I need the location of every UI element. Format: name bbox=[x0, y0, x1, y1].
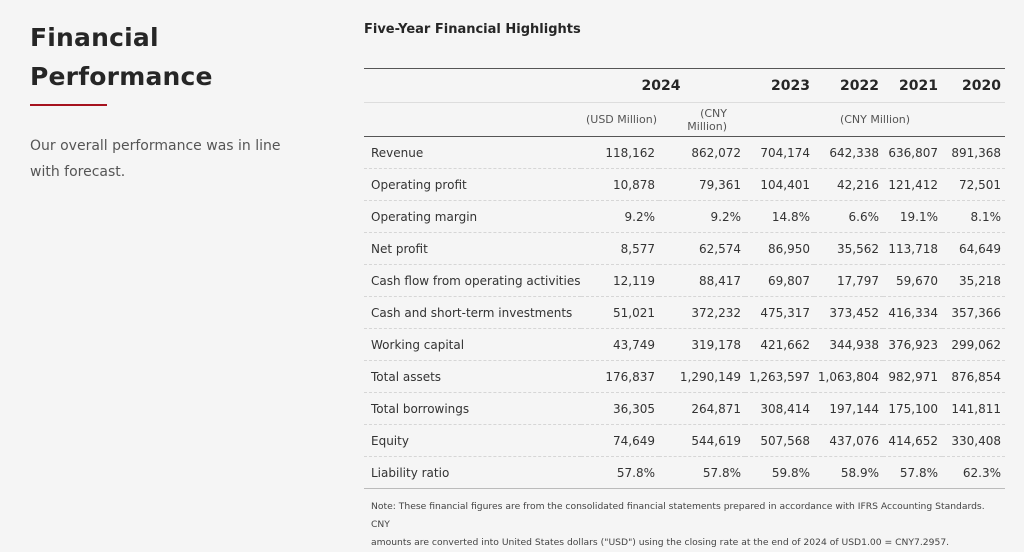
table-cell: 12,119 bbox=[581, 265, 659, 297]
unit-header-cny-2024: (CNY Million) bbox=[659, 103, 745, 137]
table-cell: 36,305 bbox=[581, 393, 659, 425]
table-cell: 17,797 bbox=[814, 265, 883, 297]
row-label: Working capital bbox=[364, 329, 581, 361]
table-cell: 175,100 bbox=[883, 393, 942, 425]
table-cell: 58.9% bbox=[814, 457, 883, 489]
row-label: Revenue bbox=[364, 137, 581, 169]
table-cell: 299,062 bbox=[942, 329, 1005, 361]
row-label: Equity bbox=[364, 425, 581, 457]
table-row bbox=[364, 297, 1005, 329]
table-cell: 9.2% bbox=[581, 201, 659, 233]
table-cell: 308,414 bbox=[745, 393, 814, 425]
table-cell: 507,568 bbox=[745, 425, 814, 457]
table-cell: 43,749 bbox=[581, 329, 659, 361]
table-row bbox=[364, 233, 1005, 265]
page-title-line-2: Performance bbox=[30, 62, 213, 91]
financial-highlights-table bbox=[364, 68, 1005, 489]
table-row bbox=[364, 457, 1005, 489]
table-cell: 113,718 bbox=[883, 233, 942, 265]
row-label: Net profit bbox=[364, 233, 581, 265]
unit-header-cny-prior: (CNY Million) bbox=[745, 103, 1005, 137]
table-cell: 1,063,804 bbox=[814, 361, 883, 393]
table-cell: 372,232 bbox=[659, 297, 745, 329]
table-cell: 35,562 bbox=[814, 233, 883, 265]
table-cell: 197,144 bbox=[814, 393, 883, 425]
table-cell: 421,662 bbox=[745, 329, 814, 361]
table-cell: 64,649 bbox=[942, 233, 1005, 265]
section-title: Five-Year Financial Highlights bbox=[364, 22, 581, 37]
table-cell: 6.6% bbox=[814, 201, 883, 233]
lead-text-line-2: with forecast. bbox=[30, 164, 126, 180]
year-header-2023: 2023 bbox=[745, 69, 814, 103]
year-header-2020: 2020 bbox=[942, 69, 1005, 103]
table-row bbox=[364, 425, 1005, 457]
table-cell: 57.8% bbox=[659, 457, 745, 489]
table-cell: 475,317 bbox=[745, 297, 814, 329]
lead-text bbox=[30, 133, 310, 185]
row-label: Total assets bbox=[364, 361, 581, 393]
unit-label-blank bbox=[364, 103, 581, 137]
table-cell: 51,021 bbox=[581, 297, 659, 329]
unit-header-usd: (USD Million) bbox=[581, 103, 659, 137]
table-cell: 176,837 bbox=[581, 361, 659, 393]
highlights-panel bbox=[364, 20, 1005, 552]
row-label: Operating margin bbox=[364, 201, 581, 233]
table-cell: 62,574 bbox=[659, 233, 745, 265]
table-cell: 10,878 bbox=[581, 169, 659, 201]
year-header-2021: 2021 bbox=[883, 69, 942, 103]
row-label: Liability ratio bbox=[364, 457, 581, 489]
row-label: Total borrowings bbox=[364, 393, 581, 425]
table-cell: 414,652 bbox=[883, 425, 942, 457]
table-cell: 373,452 bbox=[814, 297, 883, 329]
table-cell: 14.8% bbox=[745, 201, 814, 233]
table-cell: 59.8% bbox=[745, 457, 814, 489]
footnote bbox=[364, 489, 1005, 552]
table-cell: 57.8% bbox=[883, 457, 942, 489]
table-cell: 1,263,597 bbox=[745, 361, 814, 393]
table-row bbox=[364, 265, 1005, 297]
table-cell: 42,216 bbox=[814, 169, 883, 201]
table-cell: 74,649 bbox=[581, 425, 659, 457]
table-cell: 35,218 bbox=[942, 265, 1005, 297]
header-label-blank bbox=[364, 69, 581, 103]
table-cell: 8.1% bbox=[942, 201, 1005, 233]
table-cell: 891,368 bbox=[942, 137, 1005, 169]
row-label: Cash and short-term investments bbox=[364, 297, 581, 329]
table-cell: 862,072 bbox=[659, 137, 745, 169]
table-cell: 876,854 bbox=[942, 361, 1005, 393]
table-cell: 982,971 bbox=[883, 361, 942, 393]
table-cell: 19.1% bbox=[883, 201, 942, 233]
page-title-line-1: Financial bbox=[30, 23, 159, 52]
table-cell: 118,162 bbox=[581, 137, 659, 169]
table-row bbox=[364, 137, 1005, 169]
table-cell: 704,174 bbox=[745, 137, 814, 169]
table-cell: 330,408 bbox=[942, 425, 1005, 457]
title-underline bbox=[30, 104, 107, 106]
table-row bbox=[364, 169, 1005, 201]
page-title bbox=[30, 18, 310, 96]
table-cell: 8,577 bbox=[581, 233, 659, 265]
table-cell: 121,412 bbox=[883, 169, 942, 201]
table-row bbox=[364, 201, 1005, 233]
table-cell: 642,338 bbox=[814, 137, 883, 169]
table-cell: 1,290,149 bbox=[659, 361, 745, 393]
intro-panel bbox=[30, 18, 310, 185]
table-cell: 376,923 bbox=[883, 329, 942, 361]
table-cell: 544,619 bbox=[659, 425, 745, 457]
table-cell: 319,178 bbox=[659, 329, 745, 361]
table-cell: 88,417 bbox=[659, 265, 745, 297]
table-cell: 437,076 bbox=[814, 425, 883, 457]
row-label: Operating profit bbox=[364, 169, 581, 201]
row-label: Cash flow from operating activities bbox=[364, 265, 581, 297]
table-cell: 57.8% bbox=[581, 457, 659, 489]
footnote-line-1: Note: These financial figures are from the consolidated financial statements prepared in accordance with IFRS Accounting Standards. CNY bbox=[371, 501, 985, 530]
table-cell: 636,807 bbox=[883, 137, 942, 169]
table-cell: 79,361 bbox=[659, 169, 745, 201]
table-cell: 86,950 bbox=[745, 233, 814, 265]
table-cell: 9.2% bbox=[659, 201, 745, 233]
year-header-row bbox=[364, 69, 1005, 103]
table-row bbox=[364, 329, 1005, 361]
table-cell: 416,334 bbox=[883, 297, 942, 329]
table-cell: 72,501 bbox=[942, 169, 1005, 201]
unit-header-row bbox=[364, 103, 1005, 137]
table-cell: 264,871 bbox=[659, 393, 745, 425]
footnote-line-2: amounts are converted into United States dollars ("USD") using the closing rate at the end of 2024 of USD1.00 = CNY7.2957. bbox=[371, 537, 950, 548]
table-cell: 62.3% bbox=[942, 457, 1005, 489]
year-header-2022: 2022 bbox=[814, 69, 883, 103]
table-cell: 69,807 bbox=[745, 265, 814, 297]
table-cell: 357,366 bbox=[942, 297, 1005, 329]
table-cell: 141,811 bbox=[942, 393, 1005, 425]
year-header-2024: 2024 bbox=[581, 69, 745, 103]
table-cell: 344,938 bbox=[814, 329, 883, 361]
table-cell: 104,401 bbox=[745, 169, 814, 201]
table-cell: 59,670 bbox=[883, 265, 942, 297]
table-row bbox=[364, 361, 1005, 393]
table-row bbox=[364, 393, 1005, 425]
lead-text-line-1: Our overall performance was in line bbox=[30, 138, 281, 154]
